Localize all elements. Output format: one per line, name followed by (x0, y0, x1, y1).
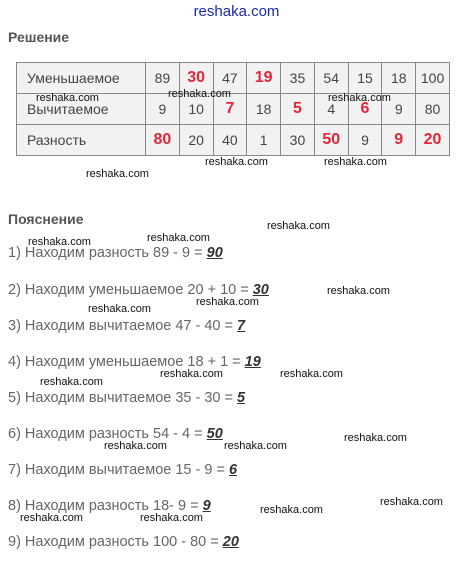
subtraction-table (16, 62, 450, 156)
step-answer: 6 (228, 462, 238, 478)
table-cell: 89 (146, 63, 180, 94)
table-cell: 19 (247, 63, 281, 94)
watermark-text: reshaka.com (344, 432, 407, 444)
step-answer: 90 (206, 245, 223, 261)
table-cell: 7 (213, 94, 247, 125)
table-row (17, 125, 450, 156)
step-answer: 30 (252, 282, 269, 298)
table-cell: 20 (179, 125, 213, 156)
watermark-text: reshaka.com (104, 440, 167, 452)
watermark-text: reshaka.com (86, 168, 149, 180)
step-answer: 19 (244, 354, 261, 370)
watermark-text: reshaka.com (168, 88, 231, 100)
watermark-text: reshaka.com (40, 376, 103, 388)
table-cell: 35 (281, 63, 315, 94)
table-cell: 20 (416, 125, 450, 156)
step-text: 3) Находим вычитаемое 47 - 40 = (8, 318, 238, 334)
watermark-text: reshaka.com (196, 296, 259, 308)
watermark-text: reshaka.com (147, 232, 210, 244)
explanation-step (8, 534, 239, 550)
row-label: Вычитаемое (17, 94, 146, 125)
row-label: Разность (17, 125, 146, 156)
watermark-text: reshaka.com (280, 368, 343, 380)
watermark-text: reshaka.com (28, 236, 91, 248)
explanation-step (8, 390, 245, 406)
step-text: 4) Находим уменьшаемое 18 + 1 = (8, 354, 245, 370)
table-cell: 80 (416, 94, 450, 125)
table-cell: 47 (213, 63, 247, 94)
watermark-text: reshaka.com (380, 496, 443, 508)
table-cell: 54 (314, 63, 348, 94)
step-text: 6) Находим разность 54 - 4 = (8, 426, 207, 442)
watermark-text: reshaka.com (20, 512, 83, 524)
step-answer: 7 (237, 318, 246, 334)
step-answer: 9 (202, 498, 211, 514)
watermark-text: reshaka.com (160, 368, 223, 380)
table-row (17, 63, 450, 94)
table-cell: 100 (416, 63, 450, 94)
watermark-text: reshaka.com (327, 285, 390, 297)
step-text: 9) Находим разность 100 - 80 = (8, 534, 223, 550)
step-text: 8) Находим разность 18- 9 = (8, 498, 203, 514)
step-answer: 5 (237, 390, 246, 406)
table-cell: 30 (179, 63, 213, 94)
watermark-text: reshaka.com (328, 92, 391, 104)
explanation-step (8, 318, 245, 334)
step-text: 1) Находим разность 89 - 9 = (8, 245, 207, 261)
watermark-text: reshaka.com (205, 156, 268, 168)
step-text: 5) Находим вычитаемое 35 - 30 = (8, 390, 238, 406)
step-text: 2) Находим уменьшаемое 20 + 10 = (8, 282, 253, 298)
table-cell: 50 (314, 125, 348, 156)
explanation-step (8, 462, 237, 478)
watermark-text: reshaka.com (267, 220, 330, 232)
table-cell: 18 (382, 63, 416, 94)
table-cell: 30 (281, 125, 315, 156)
table-cell: 6 (348, 94, 382, 125)
watermark-text: reshaka.com (224, 440, 287, 452)
table-cell: 80 (146, 125, 180, 156)
table-cell: 4 (314, 94, 348, 125)
watermark-text: reshaka.com (36, 92, 99, 104)
solution-heading: Решение (8, 29, 70, 45)
watermark-text: reshaka.com (88, 303, 151, 315)
table-cell: 10 (179, 94, 213, 125)
table-cell: 9 (146, 94, 180, 125)
site-title: reshaka.com (193, 3, 280, 20)
table-cell: 9 (348, 125, 382, 156)
explanation-heading: Пояснение (8, 211, 84, 227)
table-cell: 18 (247, 94, 281, 125)
watermark-text: reshaka.com (260, 504, 323, 516)
row-label: Уменьшаемое (17, 63, 146, 94)
table-cell: 1 (247, 125, 281, 156)
step-text: 7) Находим вычитаемое 15 - 9 = (8, 462, 229, 478)
step-answer: 20 (222, 534, 239, 550)
step-answer: 50 (206, 426, 223, 442)
table-cell: 15 (348, 63, 382, 94)
table-cell: 40 (213, 125, 247, 156)
table-cell: 9 (382, 125, 416, 156)
watermark-text: reshaka.com (140, 512, 203, 524)
table-cell: 9 (382, 94, 416, 125)
table-cell: 5 (281, 94, 315, 125)
watermark-text: reshaka.com (324, 156, 387, 168)
